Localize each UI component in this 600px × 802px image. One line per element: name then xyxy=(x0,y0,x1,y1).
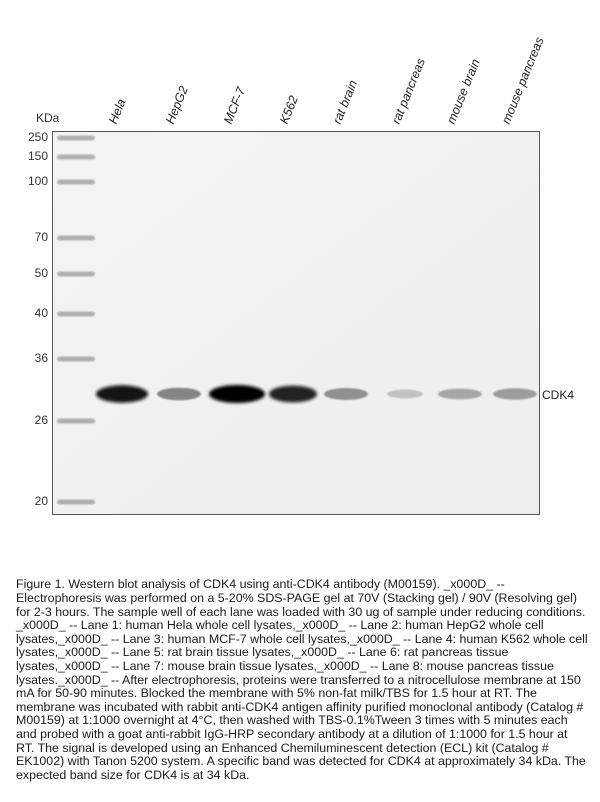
ladder-band xyxy=(57,419,95,424)
ladder-band xyxy=(57,500,95,505)
marker-label: 70 xyxy=(34,230,48,244)
lane-label: mouse pancreas xyxy=(499,35,547,126)
marker-label: 150 xyxy=(27,149,48,163)
cdk4-band xyxy=(438,389,482,400)
figure-caption: Figure 1. Western blot analysis of CDK4 using anti-CDK4 antibody (M00159). _x000D_ -- Electrophoresis was performed on a 5-20% SDS-PAGE gel at 70V (Stacking gel) / 90V (Resolving gel) for 2-3 hours. The sample well of each lane was loaded with 30 ug of sample under reducing conditions. _x000D_ -- Lane 1: human Hela whole cell lysates,_x000D_ -- Lane 2: human HepG2 whole cell lysates,_x000D_ -- Lane 3: human MCF-7 whole cell lysates,_x000D_ -- Lane 4: human K562 whole cell lysates,_x000D_ -- Lane 5: rat brain tissue lysates,_x000D_ -- Lane 6: rat pancreas tissue lysates,_x000D_ -- Lane 7: mouse brain tissue lysates,_x000D_ -- Lane 8: mouse pancreas tissue lysates._x000D_ -- After electrophoresis, proteins were transferred to a nitrocellulose membrane at 150 mA for 50-90 minutes. Blocked the membrane with 5% non-fat milk/TBS for 1.5 hour at RT. The membrane was incubated with rabbit anti-CDK4 antigen affinity purified monoclonal antibody (Catalog # M00159) at 1:1000 overnight at 4°C, then washed with TBS-0.1%Tween 3 times with 5 minutes each and probed with a goat anti-rabbit IgG-HRP secondary antibody at a dilution of 1:1000 for 1.5 hour at RT. The signal is developed using an Enhanced Chemiluminescent detection (ECL) kit (Catalog # EK1002) with Tanon 5200 system. A specific band was detected for CDK4 at approximately 34 kDa. The expected band size for CDK4 is at 34 kDa. xyxy=(16,577,588,782)
cdk4-band xyxy=(493,388,537,399)
ladder-band xyxy=(57,272,95,277)
cdk4-band xyxy=(157,388,201,401)
cdk4-band-label: CDK4 xyxy=(542,388,575,402)
ladder-band xyxy=(57,136,95,141)
cdk4-band xyxy=(387,390,423,399)
lane-label: HepG2 xyxy=(163,84,191,126)
ladder-band xyxy=(57,155,95,160)
cdk4-band xyxy=(209,385,265,403)
blot-membrane xyxy=(52,131,540,515)
marker-label: 250 xyxy=(27,130,48,144)
kda-unit-label: KDa xyxy=(36,111,60,125)
marker-label: 20 xyxy=(34,494,48,508)
ladder-band xyxy=(57,236,95,241)
lane-label: rat brain xyxy=(330,78,361,126)
ladder-band xyxy=(57,312,95,317)
cdk4-band xyxy=(96,385,148,402)
ladder-band xyxy=(57,180,95,185)
lane-label: rat pancreas xyxy=(389,56,429,126)
lane-label: MCF-7 xyxy=(221,85,249,126)
marker-label: 36 xyxy=(34,351,48,365)
marker-label: 50 xyxy=(34,266,48,280)
blot-image xyxy=(53,132,539,514)
lane-label: mouse brain xyxy=(444,56,483,126)
cdk4-band xyxy=(324,388,368,400)
marker-label: 26 xyxy=(34,413,48,427)
lane-label: K562 xyxy=(277,93,301,126)
marker-label: 100 xyxy=(27,174,48,188)
lane-label: Hela xyxy=(106,96,129,126)
ladder-band xyxy=(57,357,95,362)
cdk4-band xyxy=(269,386,317,403)
marker-label: 40 xyxy=(34,306,48,320)
